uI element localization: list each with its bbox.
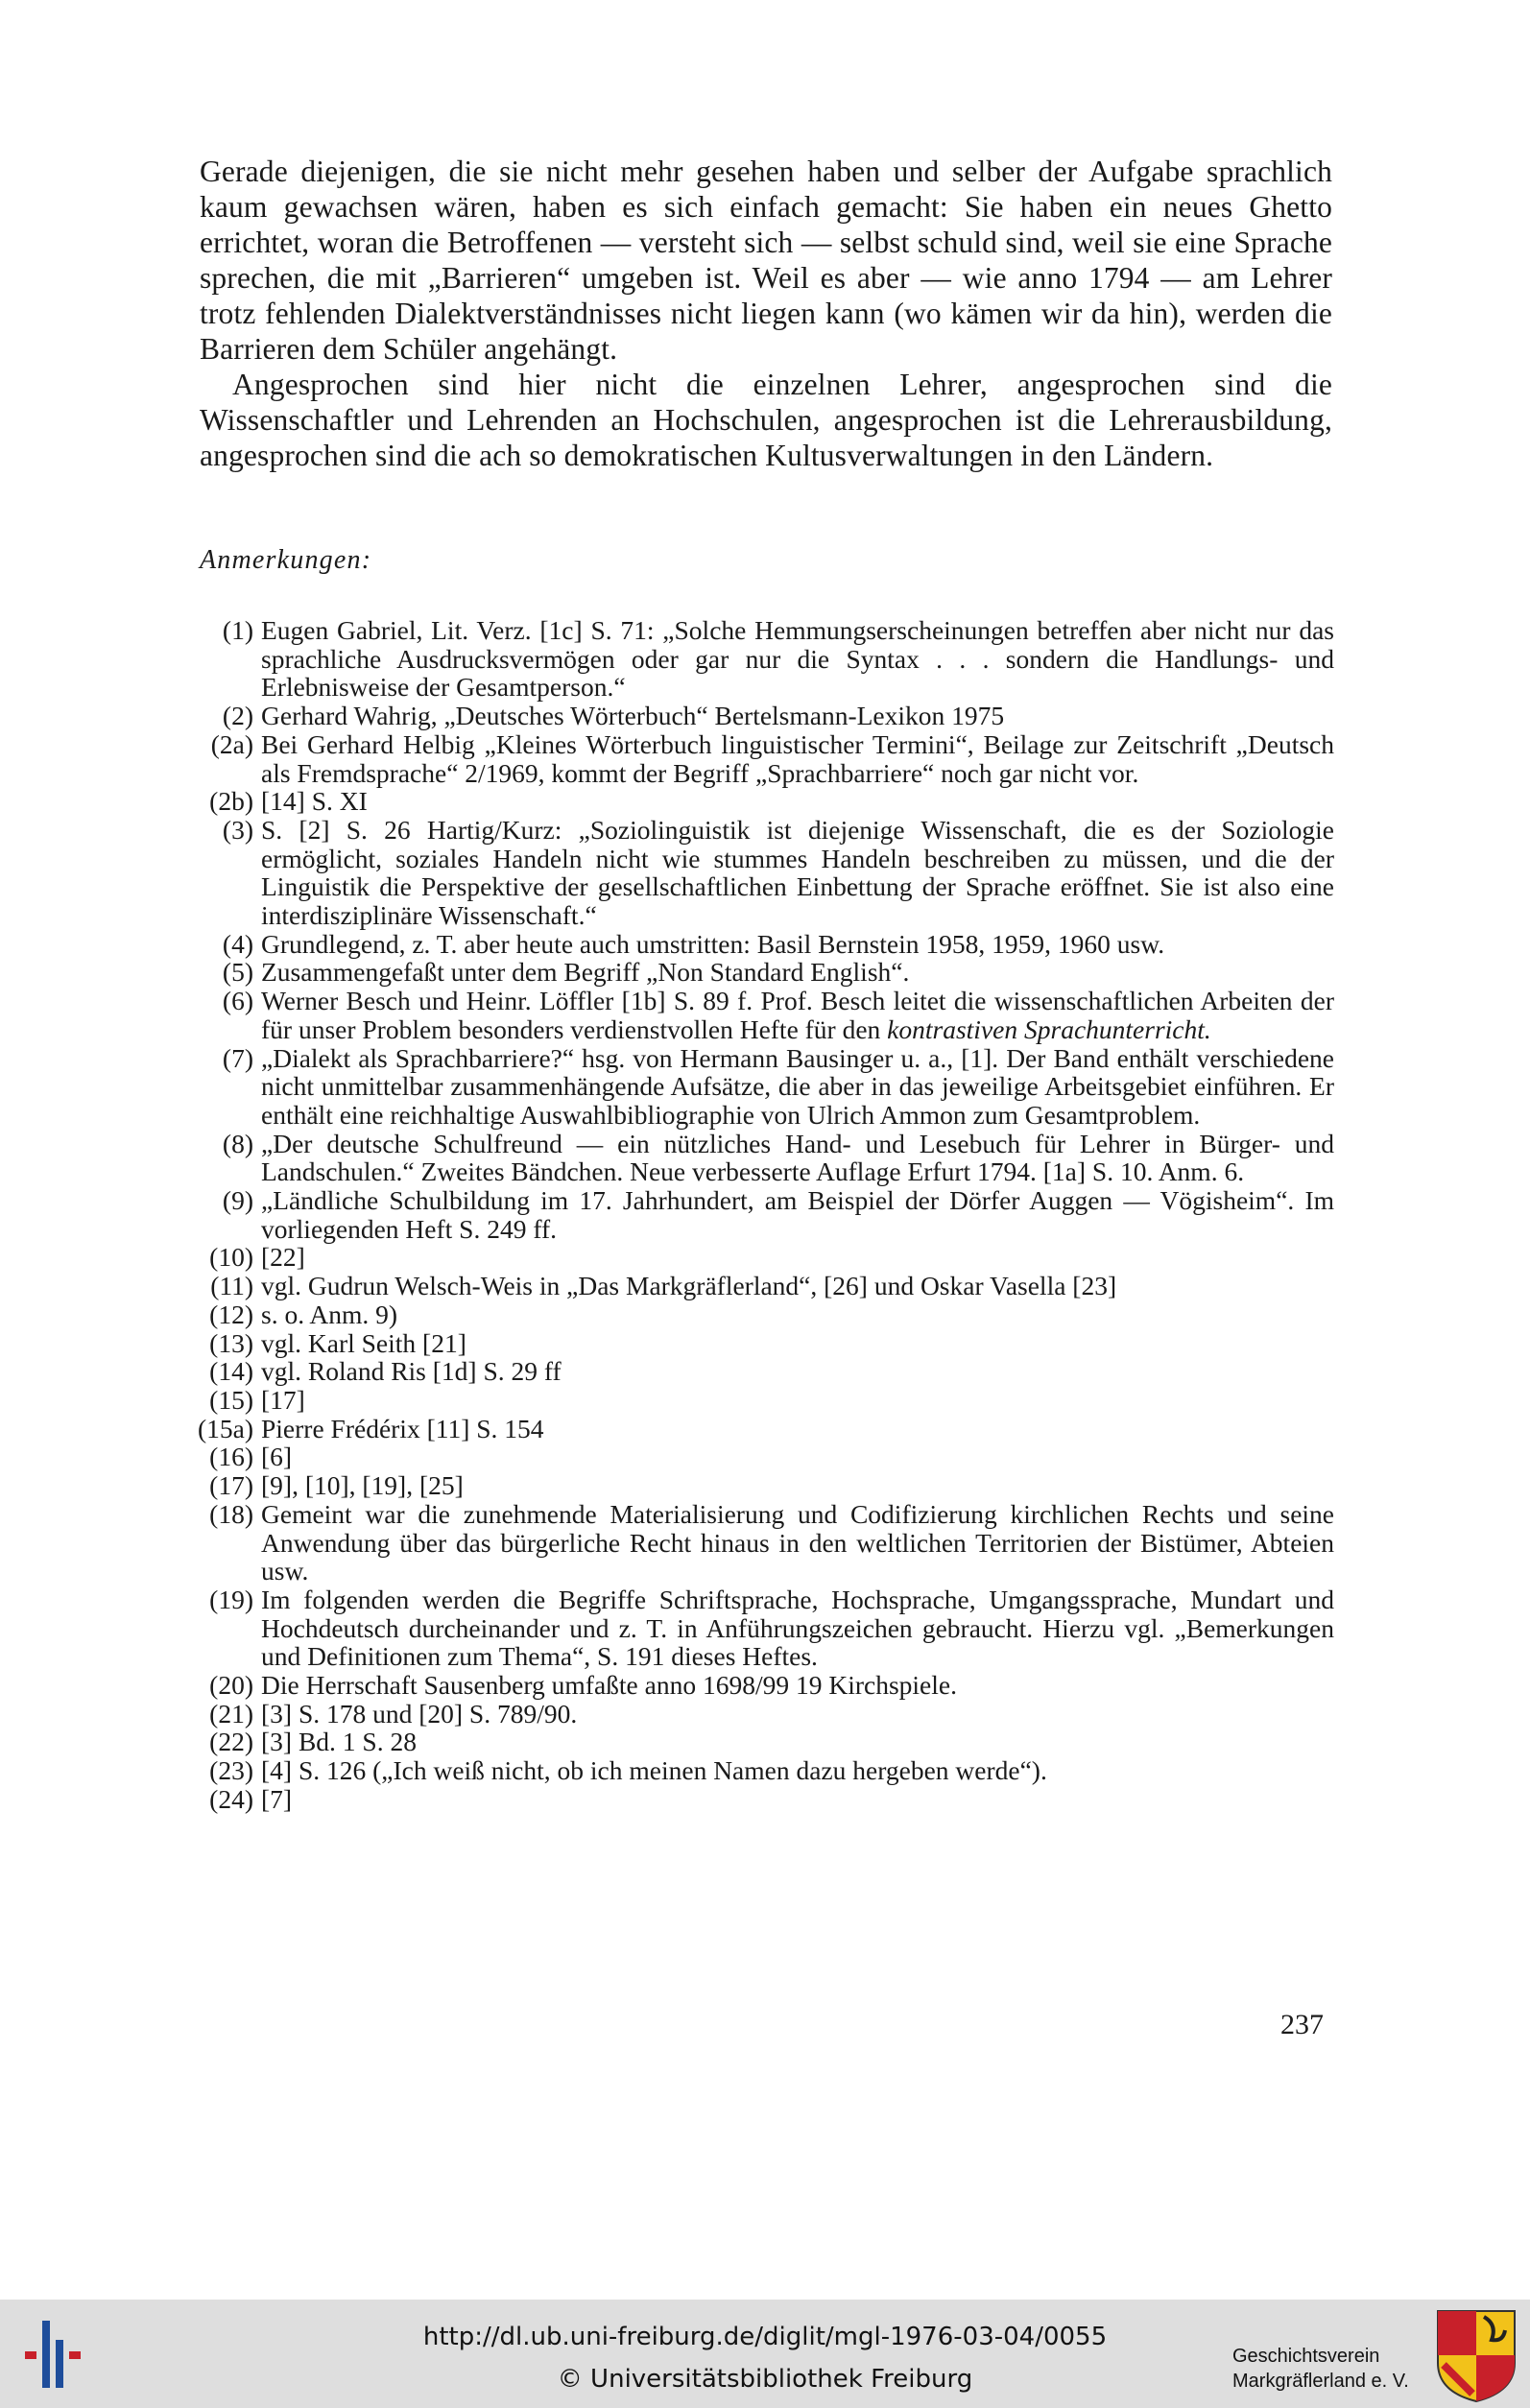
- note-text: [261, 730, 1334, 787]
- note-text: [261, 1728, 1334, 1756]
- note-text-italic: kontrastiven Sprachunterricht.: [887, 1013, 1211, 1044]
- note-text: [261, 702, 1334, 730]
- page-number: 237: [1280, 2009, 1324, 2040]
- note-item: [192, 1785, 1334, 1814]
- note-number: (2): [222, 701, 253, 731]
- footer-url-link[interactable]: http://dl.ub.uni-freiburg.de/diglit/mgl-1976-03-04/0055: [422, 2323, 1108, 2351]
- note-text-body: [7]: [261, 1783, 293, 1814]
- note-text: [261, 958, 1334, 987]
- note-text-body: S. [2] S. 26 Hartig/Kurz: „Soziolinguistik ist diejenige Wissenschaft, die es der Soziologie ermöglicht, soziales Handeln nicht wie stummes Handeln beschreiben zu müssen, und die der Linguistik die Perspektive der gesellschaftlichen Einbettung der Sprache eröffnet. Sie ist also eine interdisziplinäre Wissenschaft.“: [261, 814, 1334, 931]
- note-text-body: „Ländliche Schulbildung im 17. Jahrhundert, am Beispiel der Dörfer Auggen — Vögisheim“. Im vorliegenden Heft S. 249 ff.: [261, 1185, 1334, 1244]
- note-item: [192, 1671, 1334, 1700]
- note-number: (6): [222, 986, 253, 1016]
- note-item: [192, 1442, 1334, 1471]
- note-text: [261, 1044, 1334, 1130]
- note-item: [192, 987, 1334, 1043]
- note-item: [192, 616, 1334, 702]
- note-item: [192, 702, 1334, 730]
- note-number: (1): [222, 615, 253, 645]
- notes-heading: Anmerkungen:: [200, 545, 372, 575]
- note-text-body: vgl. Karl Seith [21]: [261, 1327, 466, 1358]
- note-item: [192, 1415, 1334, 1443]
- note-number: (12): [209, 1299, 253, 1329]
- note-number: (3): [222, 814, 253, 845]
- note-number: (11): [210, 1271, 253, 1301]
- society-line-2: Markgräflerland e. V.: [1232, 2371, 1409, 2392]
- note-item: [192, 1272, 1334, 1300]
- note-text-body: [4] S. 126 („Ich weiß nicht, ob ich meinen Namen dazu hergeben werde“).: [261, 1755, 1047, 1786]
- note-number: (14): [209, 1356, 253, 1387]
- note-text: [261, 616, 1334, 702]
- note-text-body: Gerhard Wahrig, „Deutsches Wörterbuch“ Bertelsmann-Lexikon 1975: [261, 701, 1005, 731]
- note-text-body: „Dialekt als Sprachbarriere?“ hsg. von Hermann Bausinger u. a., [1]. Der Band enthält verschiedene nicht unmittelbar zusammenhängende Aufsätze, die aber in das jeweilige Arbeitsgebiet einführen. Er enthält eine reichhaltige Auswahlbibliographie von Ulrich Ammon zum Gesamtproblem.: [261, 1042, 1334, 1130]
- note-number: (21): [209, 1698, 253, 1729]
- footer-bar: [0, 2300, 1530, 2408]
- note-text: [261, 816, 1334, 930]
- note-text-body: [3] Bd. 1 S. 28: [261, 1727, 417, 1757]
- note-item: [192, 1700, 1334, 1729]
- note-number: (13): [209, 1327, 253, 1358]
- note-number: (24): [209, 1783, 253, 1814]
- note-text-body: Gemeint war die zunehmende Materialisierung und Codifizierung kirchlichen Rechts und seine Anwendung über das bürgerliche Recht hinaus in den weltlichen Territorien der Bistümer, Abteien usw.: [261, 1498, 1334, 1586]
- note-number: (8): [222, 1128, 253, 1158]
- note-text-body: „Der deutsche Schulfreund — ein nützliches Hand- und Lesebuch für Lehrer in Bürger- und Landschulen.“ Zweites Bändchen. Neue verbesserte Auflage Erfurt 1794. [1a] S. 10. Anm. 6.: [261, 1128, 1334, 1187]
- note-number: (15a): [197, 1413, 253, 1443]
- note-item: [192, 787, 1334, 816]
- note-number: (20): [209, 1670, 253, 1701]
- note-text-body: [9], [10], [19], [25]: [261, 1470, 464, 1501]
- paragraph-1: Gerade diejenigen, die sie nicht mehr gesehen haben und selber der Aufgabe sprachlich kaum gewachsen wären, haben es sich einfach gemacht: Sie haben ein neues Ghetto errichtet, woran die Betroffenen — versteht sich — selbst schuld sind, weil sie eine Sprache sprechen, die mit „Barrieren“ umgeben ist. Weil es aber — wie anno 1794 — am Lehrer trotz fehlenden Dialektverständnisses nicht liegen kann (wo kämen wir da hin), werden die Barrieren dem Schüler angehängt.: [200, 155, 1332, 366]
- note-text-body: [14] S. XI: [261, 786, 368, 817]
- note-number: (19): [209, 1584, 253, 1614]
- note-number: (2b): [209, 786, 253, 817]
- note-item: [192, 1500, 1334, 1585]
- note-text-body: [22]: [261, 1242, 305, 1273]
- note-number: (18): [209, 1498, 253, 1529]
- note-text-body: Bei Gerhard Helbig „Kleines Wörterbuch linguistischer Termini“, Beilage zur Zeitschrift „Deutsch als Fremdsprache“ 2/1969, kommt der Begriff „Sprachbarriere“ noch gar nicht vor.: [261, 728, 1334, 788]
- note-text: [261, 1186, 1334, 1243]
- note-item: [192, 930, 1334, 959]
- society-name: [1232, 2344, 1444, 2394]
- note-text-body: Werner Besch und Heinr. Löffler [1b] S. 89 f. Prof. Besch leitet die wissenschaftlichen Arbeiten der für unser Problem besonders verdienstvollen Hefte für den: [261, 986, 1334, 1044]
- note-text-body: s. o. Anm. 9): [261, 1299, 398, 1329]
- note-text: [261, 987, 1334, 1043]
- note-text: [261, 1329, 1334, 1358]
- note-item: [192, 1243, 1334, 1272]
- note-item: [192, 1386, 1334, 1415]
- note-text: [261, 1500, 1334, 1585]
- note-text: [261, 1272, 1334, 1300]
- note-text-body: Pierre Frédérix [11] S. 154: [261, 1413, 544, 1443]
- note-number: (22): [209, 1727, 253, 1757]
- note-text-body: vgl. Gudrun Welsch-Weis in „Das Markgräflerland“, [26] und Oskar Vasella [23]: [261, 1271, 1117, 1301]
- paragraph-2: Angesprochen sind hier nicht die einzelnen Lehrer, angesprochen sind die Wissenschaftler und Lehrenden an Hochschulen, angesprochen ist die Lehrerausbildung, angesprochen sind die ach so demokratischen Kultusverwaltungen in den Ländern.: [200, 368, 1332, 472]
- note-text: [261, 787, 1334, 816]
- note-number: (10): [209, 1242, 253, 1273]
- note-text: [261, 1243, 1334, 1272]
- note-text: [261, 1756, 1334, 1785]
- note-item: [192, 1756, 1334, 1785]
- note-text-body: Grundlegend, z. T. aber heute auch umstritten: Basil Bernstein 1958, 1959, 1960 usw.: [261, 928, 1165, 959]
- note-item: [192, 730, 1334, 787]
- note-number: (5): [222, 957, 253, 988]
- note-text: [261, 1300, 1334, 1329]
- note-item: [192, 1585, 1334, 1671]
- note-text-body: Zusammengefaßt unter dem Begriff „Non Standard English“.: [261, 957, 910, 988]
- note-text-body: Im folgenden werden die Begriffe Schriftsprache, Hochsprache, Umgangssprache, Mundart und Hochdeutsch durcheinander und z. T. in Anführungszeichen gebraucht. Hierzu vgl. „Bemerkungen und Definitionen zum Thema“, S. 191 dieses Heftes.: [261, 1584, 1334, 1672]
- note-item: [192, 958, 1334, 987]
- note-number: (16): [209, 1442, 253, 1472]
- note-text-body: Eugen Gabriel, Lit. Verz. [1c] S. 71: „Solche Hemmungserscheinungen betreffen aber nicht nur das sprachliche Ausdrucksvermögen oder gar nur die Syntax . . . sondern die Handlungs- und Erlebnisweise der Gesamtperson.“: [261, 615, 1334, 703]
- note-text: [261, 1130, 1334, 1186]
- note-text: [261, 1671, 1334, 1700]
- note-text: [261, 1415, 1334, 1443]
- footer-copyright: © Universitätsbibliothek Freiburg: [557, 2365, 973, 2394]
- note-text: [261, 1785, 1334, 1814]
- note-number: (2a): [210, 728, 253, 759]
- note-item: [192, 1471, 1334, 1500]
- note-item: [192, 1300, 1334, 1329]
- note-text-body: [17]: [261, 1384, 305, 1415]
- body-text: [200, 154, 1332, 473]
- society-line-1: Geschichtsverein: [1232, 2346, 1380, 2367]
- note-number: (7): [222, 1042, 253, 1073]
- note-text-body: [3] S. 178 und [20] S. 789/90.: [261, 1698, 578, 1729]
- note-text: [261, 1442, 1334, 1471]
- note-item: [192, 1728, 1334, 1756]
- note-item: [192, 1186, 1334, 1243]
- note-text: [261, 930, 1334, 959]
- note-number: (17): [209, 1470, 253, 1501]
- note-item: [192, 816, 1334, 930]
- note-text-body: vgl. Roland Ris [1d] S. 29 ff: [261, 1356, 562, 1387]
- note-text: [261, 1700, 1334, 1729]
- notes-list: [192, 616, 1334, 1814]
- note-item: [192, 1357, 1334, 1386]
- note-text: [261, 1386, 1334, 1415]
- note-number: (4): [222, 928, 253, 959]
- note-number: (15): [209, 1384, 253, 1415]
- note-number: (23): [209, 1755, 253, 1786]
- note-number: (9): [222, 1185, 253, 1216]
- note-text: [261, 1585, 1334, 1671]
- note-text: [261, 1471, 1334, 1500]
- note-item: [192, 1329, 1334, 1358]
- note-text-body: Die Herrschaft Sausenberg umfaßte anno 1698/99 19 Kirchspiele.: [261, 1670, 957, 1701]
- note-text-body: [6]: [261, 1442, 293, 1472]
- note-item: [192, 1130, 1334, 1186]
- coat-of-arms-icon: [1434, 2307, 1518, 2403]
- note-text: [261, 1357, 1334, 1386]
- note-item: [192, 1044, 1334, 1130]
